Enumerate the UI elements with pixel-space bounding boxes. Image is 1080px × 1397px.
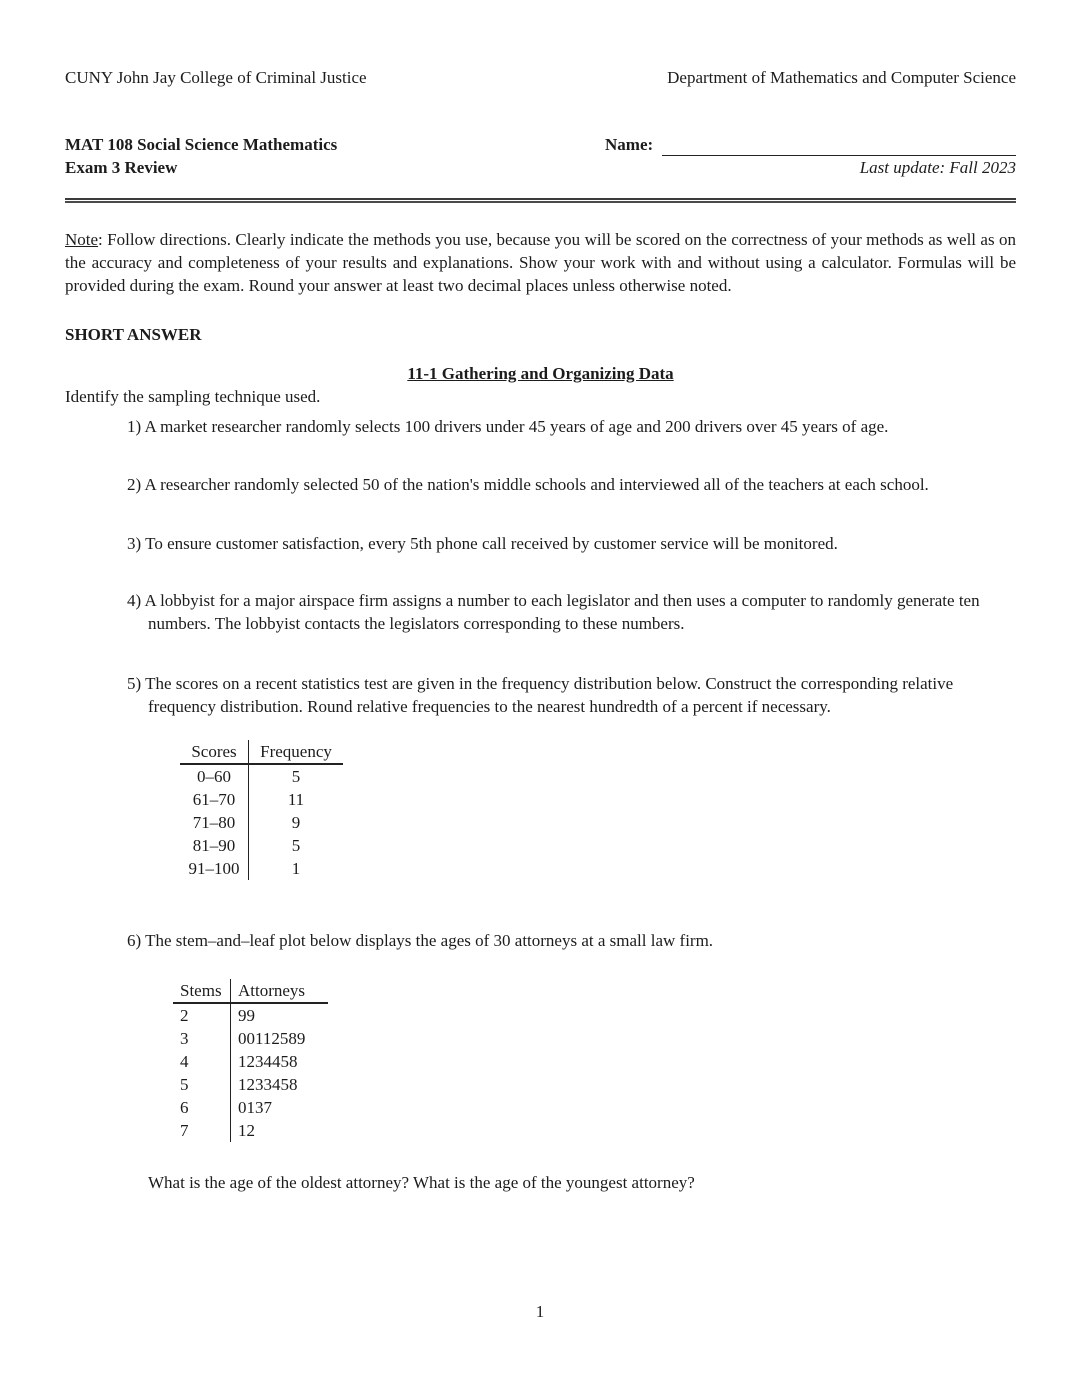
scores-range: 81–90 — [192, 836, 236, 855]
table-row — [173, 1096, 328, 1119]
course-info-block — [65, 133, 1016, 179]
table-row — [180, 834, 343, 857]
name-line — [605, 133, 1016, 156]
question-6-text: The stem–and–leaf plot below displays the ages of 30 attorneys at a small law firm. — [145, 931, 714, 950]
institution-name: CUNY John Jay College of Criminal Justice — [65, 68, 367, 87]
question-6-followup: What is the age of the oldest attorney? What is the age of the youngest attorney? — [148, 1173, 695, 1192]
frequency-value: 5 — [249, 834, 344, 857]
scores-range: 0–60 — [197, 767, 231, 786]
frequency-value: 11 — [249, 788, 344, 811]
stem-table-header-stems: Stems — [173, 979, 231, 1003]
question-1-number: 1) — [127, 417, 142, 436]
question-3-number: 3) — [127, 534, 142, 553]
short-answer-heading: SHORT ANSWER — [65, 325, 202, 344]
table-row — [180, 788, 343, 811]
leaf-values: 1233458 — [231, 1073, 329, 1096]
stem-and-leaf-table — [173, 979, 328, 1142]
name-label: Name: — [605, 135, 654, 154]
exam-title: Exam 3 Review — [65, 158, 178, 177]
section-title: 11-1 Gathering and Organizing Data — [407, 364, 674, 383]
scores-range: 71–80 — [192, 813, 236, 832]
stem-value: 3 — [180, 1029, 189, 1048]
question-2 — [65, 473, 1016, 496]
question-5-text: The scores on a recent statistics test are given in the frequency distribution below. Construct the corresponding relative frequency distribution. Round relative frequencies to the nearest hundredth of a percent if necessary. — [145, 674, 954, 716]
frequency-value: 1 — [249, 857, 344, 880]
leaf-values: 1234458 — [231, 1050, 329, 1073]
table-row — [173, 1003, 328, 1027]
question-3-text: To ensure customer satisfaction, every 5th phone call received by customer service will be monitored. — [145, 534, 838, 553]
question-4-text: A lobbyist for a major airspace firm assigns a number to each legislator and then uses a computer to randomly generate ten numbers. The lobbyist contacts the legislators corresponding to these numbers. — [144, 591, 980, 633]
frequency-value: 9 — [249, 811, 344, 834]
frequency-table-header-frequency: Frequency — [249, 740, 344, 764]
stem-value: 6 — [180, 1098, 189, 1117]
course-title: MAT 108 Social Science Mathematics — [65, 135, 338, 154]
stem-table-header-row — [173, 979, 328, 1003]
frequency-value: 5 — [249, 764, 344, 788]
table-row — [173, 1119, 328, 1142]
question-6 — [65, 929, 1016, 952]
question-4 — [65, 589, 1016, 635]
leaf-values: 00112589 — [231, 1027, 329, 1050]
stem-value: 7 — [180, 1121, 189, 1140]
note-body: : Follow directions. Clearly indicate the methods you use, because you will be scored on the correctness of your methods as well as on the accuracy and completeness of your results and explanations. Show your work with and without using a calculator. Formulas will be provided during the exam. Round your answer at least two decimal places unless otherwise noted. — [65, 230, 1016, 295]
table-row — [180, 811, 343, 834]
table-row — [180, 764, 343, 788]
note-paragraph — [65, 228, 1016, 297]
question-5-number: 5) — [127, 674, 142, 693]
leaf-values: 0137 — [231, 1096, 329, 1119]
stem-value: 2 — [180, 1006, 189, 1025]
leaf-values: 12 — [231, 1119, 329, 1142]
scores-range: 91–100 — [188, 859, 240, 878]
question-2-number: 2) — [127, 475, 142, 494]
sampling-instruction: Identify the sampling technique used. — [65, 387, 321, 406]
frequency-distribution-table — [180, 740, 343, 880]
frequency-table-header-scores: Scores — [180, 740, 249, 764]
stem-table-header-attorneys: Attorneys — [231, 979, 329, 1003]
department-name: Department of Mathematics and Computer Science — [667, 68, 1016, 87]
name-update-block — [605, 133, 1016, 179]
course-titles — [65, 133, 605, 179]
question-1-text: A market researcher randomly selects 100 drivers under 45 years of age and 200 drivers over 45 years of age. — [144, 417, 889, 436]
table-row — [180, 857, 343, 880]
note-label: Note — [65, 230, 99, 249]
table-row — [173, 1027, 328, 1050]
question-6-number: 6) — [127, 931, 142, 950]
document-header — [65, 66, 1016, 89]
table-row — [173, 1050, 328, 1073]
question-2-text: A researcher randomly selected 50 of the nation's middle schools and interviewed all of the teachers at each school. — [144, 475, 929, 494]
scores-range: 61–70 — [192, 790, 236, 809]
frequency-table-header-row — [180, 740, 343, 764]
question-4-number: 4) — [127, 591, 142, 610]
question-1 — [65, 415, 1016, 438]
question-5 — [65, 672, 1016, 718]
leaf-values: 99 — [231, 1003, 329, 1027]
last-update-text: Last update: Fall 2023 — [859, 158, 1016, 177]
question-3 — [65, 532, 1016, 555]
stem-value: 4 — [180, 1052, 189, 1071]
stem-value: 5 — [180, 1075, 189, 1094]
page-number: 1 — [535, 1302, 545, 1321]
header-divider-rule — [65, 198, 1016, 203]
name-blank-field — [662, 137, 1016, 156]
table-row — [173, 1073, 328, 1096]
